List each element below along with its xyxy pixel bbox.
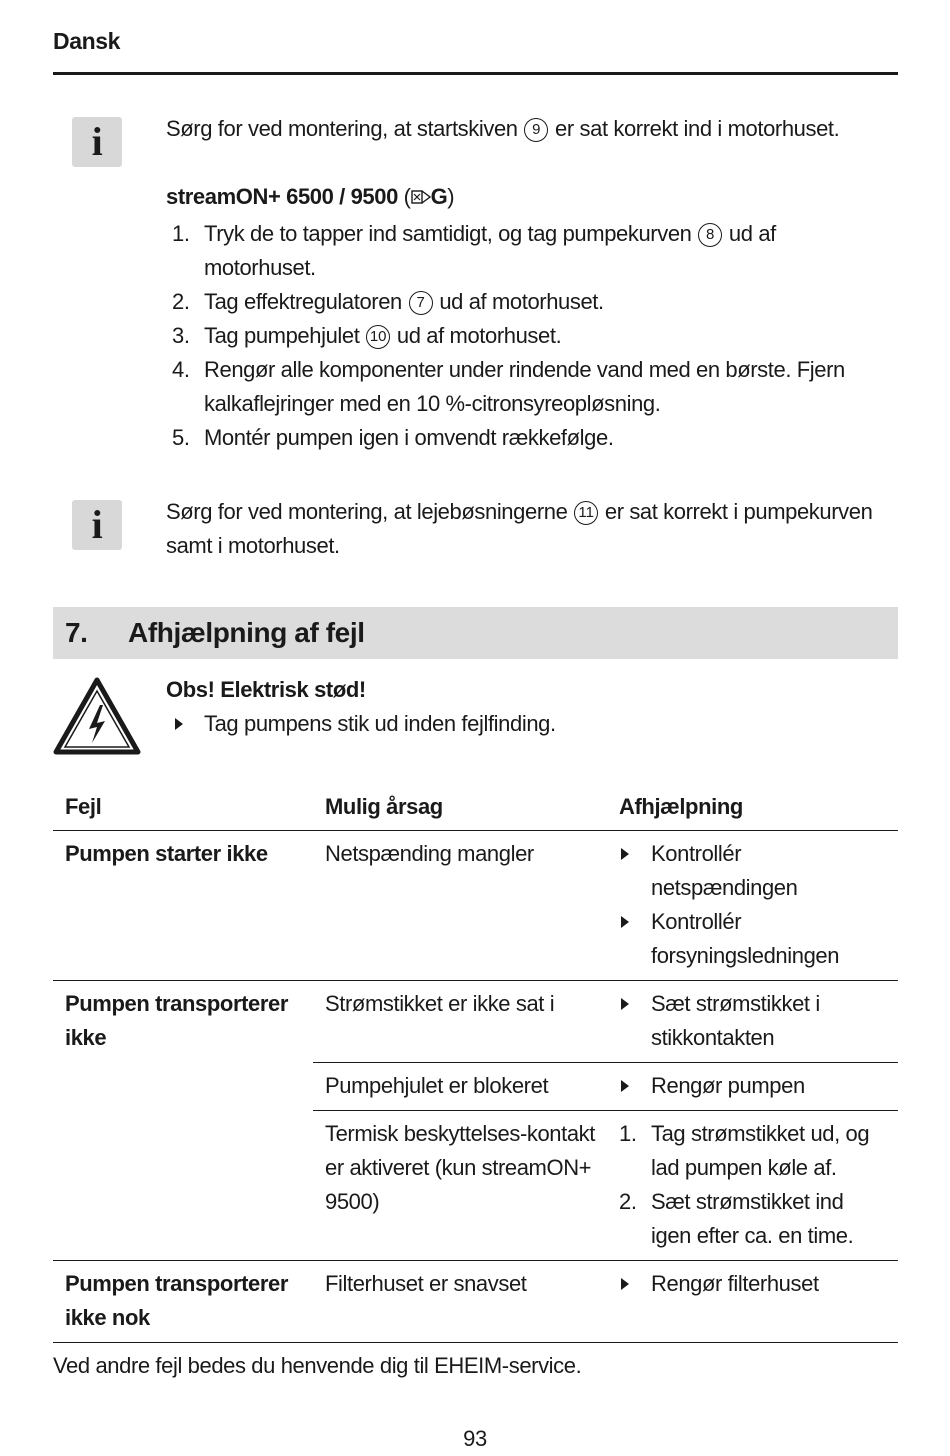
- component-ref-7: 7: [409, 291, 433, 315]
- info-note-2: Sørg for ved montering, at lejebøsningerne 11 er sat korrekt i pumpekurven samt i motorhuset.: [166, 499, 873, 558]
- info-icon: i: [72, 117, 122, 167]
- cleaning-steps: [166, 217, 866, 455]
- step-item: 3. Tag pumpehjulet 10 ud af motorhuset.: [172, 323, 562, 348]
- remedy-cell: [607, 981, 898, 1063]
- section-heading: [53, 607, 898, 659]
- column-header-fejl: Fejl: [53, 787, 313, 831]
- model-name: streamON+ 6500 / 9500: [166, 184, 398, 209]
- component-ref-9: 9: [524, 118, 548, 142]
- component-ref-10: 10: [366, 325, 390, 349]
- electric-shock-warning-icon: [53, 677, 141, 755]
- column-header-cause: Mulig årsag: [313, 787, 607, 831]
- table-row: [53, 831, 898, 981]
- note-text: er sat korrekt ind i motorhuset.: [549, 116, 840, 141]
- info-icon: i: [72, 500, 122, 550]
- model-heading: streamON+ 6500 / 9500 ( G): [166, 184, 455, 209]
- section-title: Afhjælpning af fejl: [128, 617, 365, 648]
- component-ref-11: 11: [574, 501, 598, 525]
- warning-title: Obs! Elektrisk stød!: [166, 677, 366, 702]
- page-number: 93: [463, 1426, 487, 1451]
- table-row: [53, 1261, 898, 1343]
- remedy-cell: [607, 1261, 898, 1343]
- fault-cell: Pumpen starter ikke: [65, 841, 268, 866]
- header-rule: [53, 72, 898, 75]
- remedy-item: 2. Sæt strømstikket ind igen efter ca. en time.: [619, 1189, 854, 1248]
- troubleshooting-table: [53, 787, 898, 1343]
- table-header-row: [53, 787, 898, 831]
- remedy-item: 1. Tag strømstikket ud, og lad pumpen køle af.: [619, 1121, 870, 1180]
- remedy-item: Rengør pumpen: [619, 1069, 886, 1103]
- column-header-remedy: Afhjælpning: [607, 787, 898, 831]
- remedy-item: Sæt strømstikket i stikkontakten: [619, 987, 886, 1055]
- warning-instruction: Tag pumpens stik ud inden fejlfinding.: [166, 707, 901, 741]
- cause-cell: Netspænding mangler: [325, 841, 534, 866]
- step-item: 1. Tryk de to tapper ind samtidigt, og tag pumpekurven 8 ud af motorhuset.: [172, 221, 776, 280]
- cause-cell: Pumpehjulet er blokeret: [313, 1063, 607, 1111]
- table-row: [53, 981, 898, 1063]
- remedy-item: Kontrollér forsyningsledningen: [619, 905, 886, 973]
- step-item: 5. Montér pumpen igen i omvendt rækkefølge.: [172, 425, 614, 450]
- fault-cell: Pumpen transporterer ikke nok: [53, 1261, 313, 1343]
- section-number: 7.: [65, 617, 88, 648]
- footer-note: Ved andre fejl bedes du henvende dig til EHEIM-service.: [53, 1353, 582, 1378]
- remedy-cell: [607, 1063, 898, 1111]
- step-item: 4. Rengør alle komponenter under rindende vand med en børste. Fjern kalkaflejringer med en 10 %-citronsyreopløsning.: [172, 357, 845, 416]
- step-item: 2. Tag effektregulatoren 7 ud af motorhuset.: [172, 289, 604, 314]
- remedy-cell: [607, 1111, 898, 1261]
- remedy-item: Rengør filterhuset: [619, 1267, 886, 1301]
- warning-block: [166, 673, 901, 741]
- cause-cell: Filterhuset er snavset: [313, 1261, 607, 1343]
- remedy-cell: [607, 831, 898, 981]
- component-ref-8: 8: [698, 223, 722, 247]
- figure-reference-icon: [411, 188, 431, 206]
- cause-cell: Strømstikket er ikke sat i: [313, 981, 607, 1063]
- figure-letter: G: [430, 184, 448, 209]
- info-note-1: [166, 112, 901, 146]
- remedy-item: Kontrollér netspændingen: [619, 837, 886, 905]
- fault-cell: Pumpen transporterer ikke: [53, 981, 313, 1261]
- page-header-language: Dansk: [53, 28, 121, 54]
- cause-cell: Termisk beskyttelses-kontakt er aktiveret (kun streamON+ 9500): [313, 1111, 607, 1261]
- note-text: Sørg for ved montering, at startskiven: [166, 116, 524, 141]
